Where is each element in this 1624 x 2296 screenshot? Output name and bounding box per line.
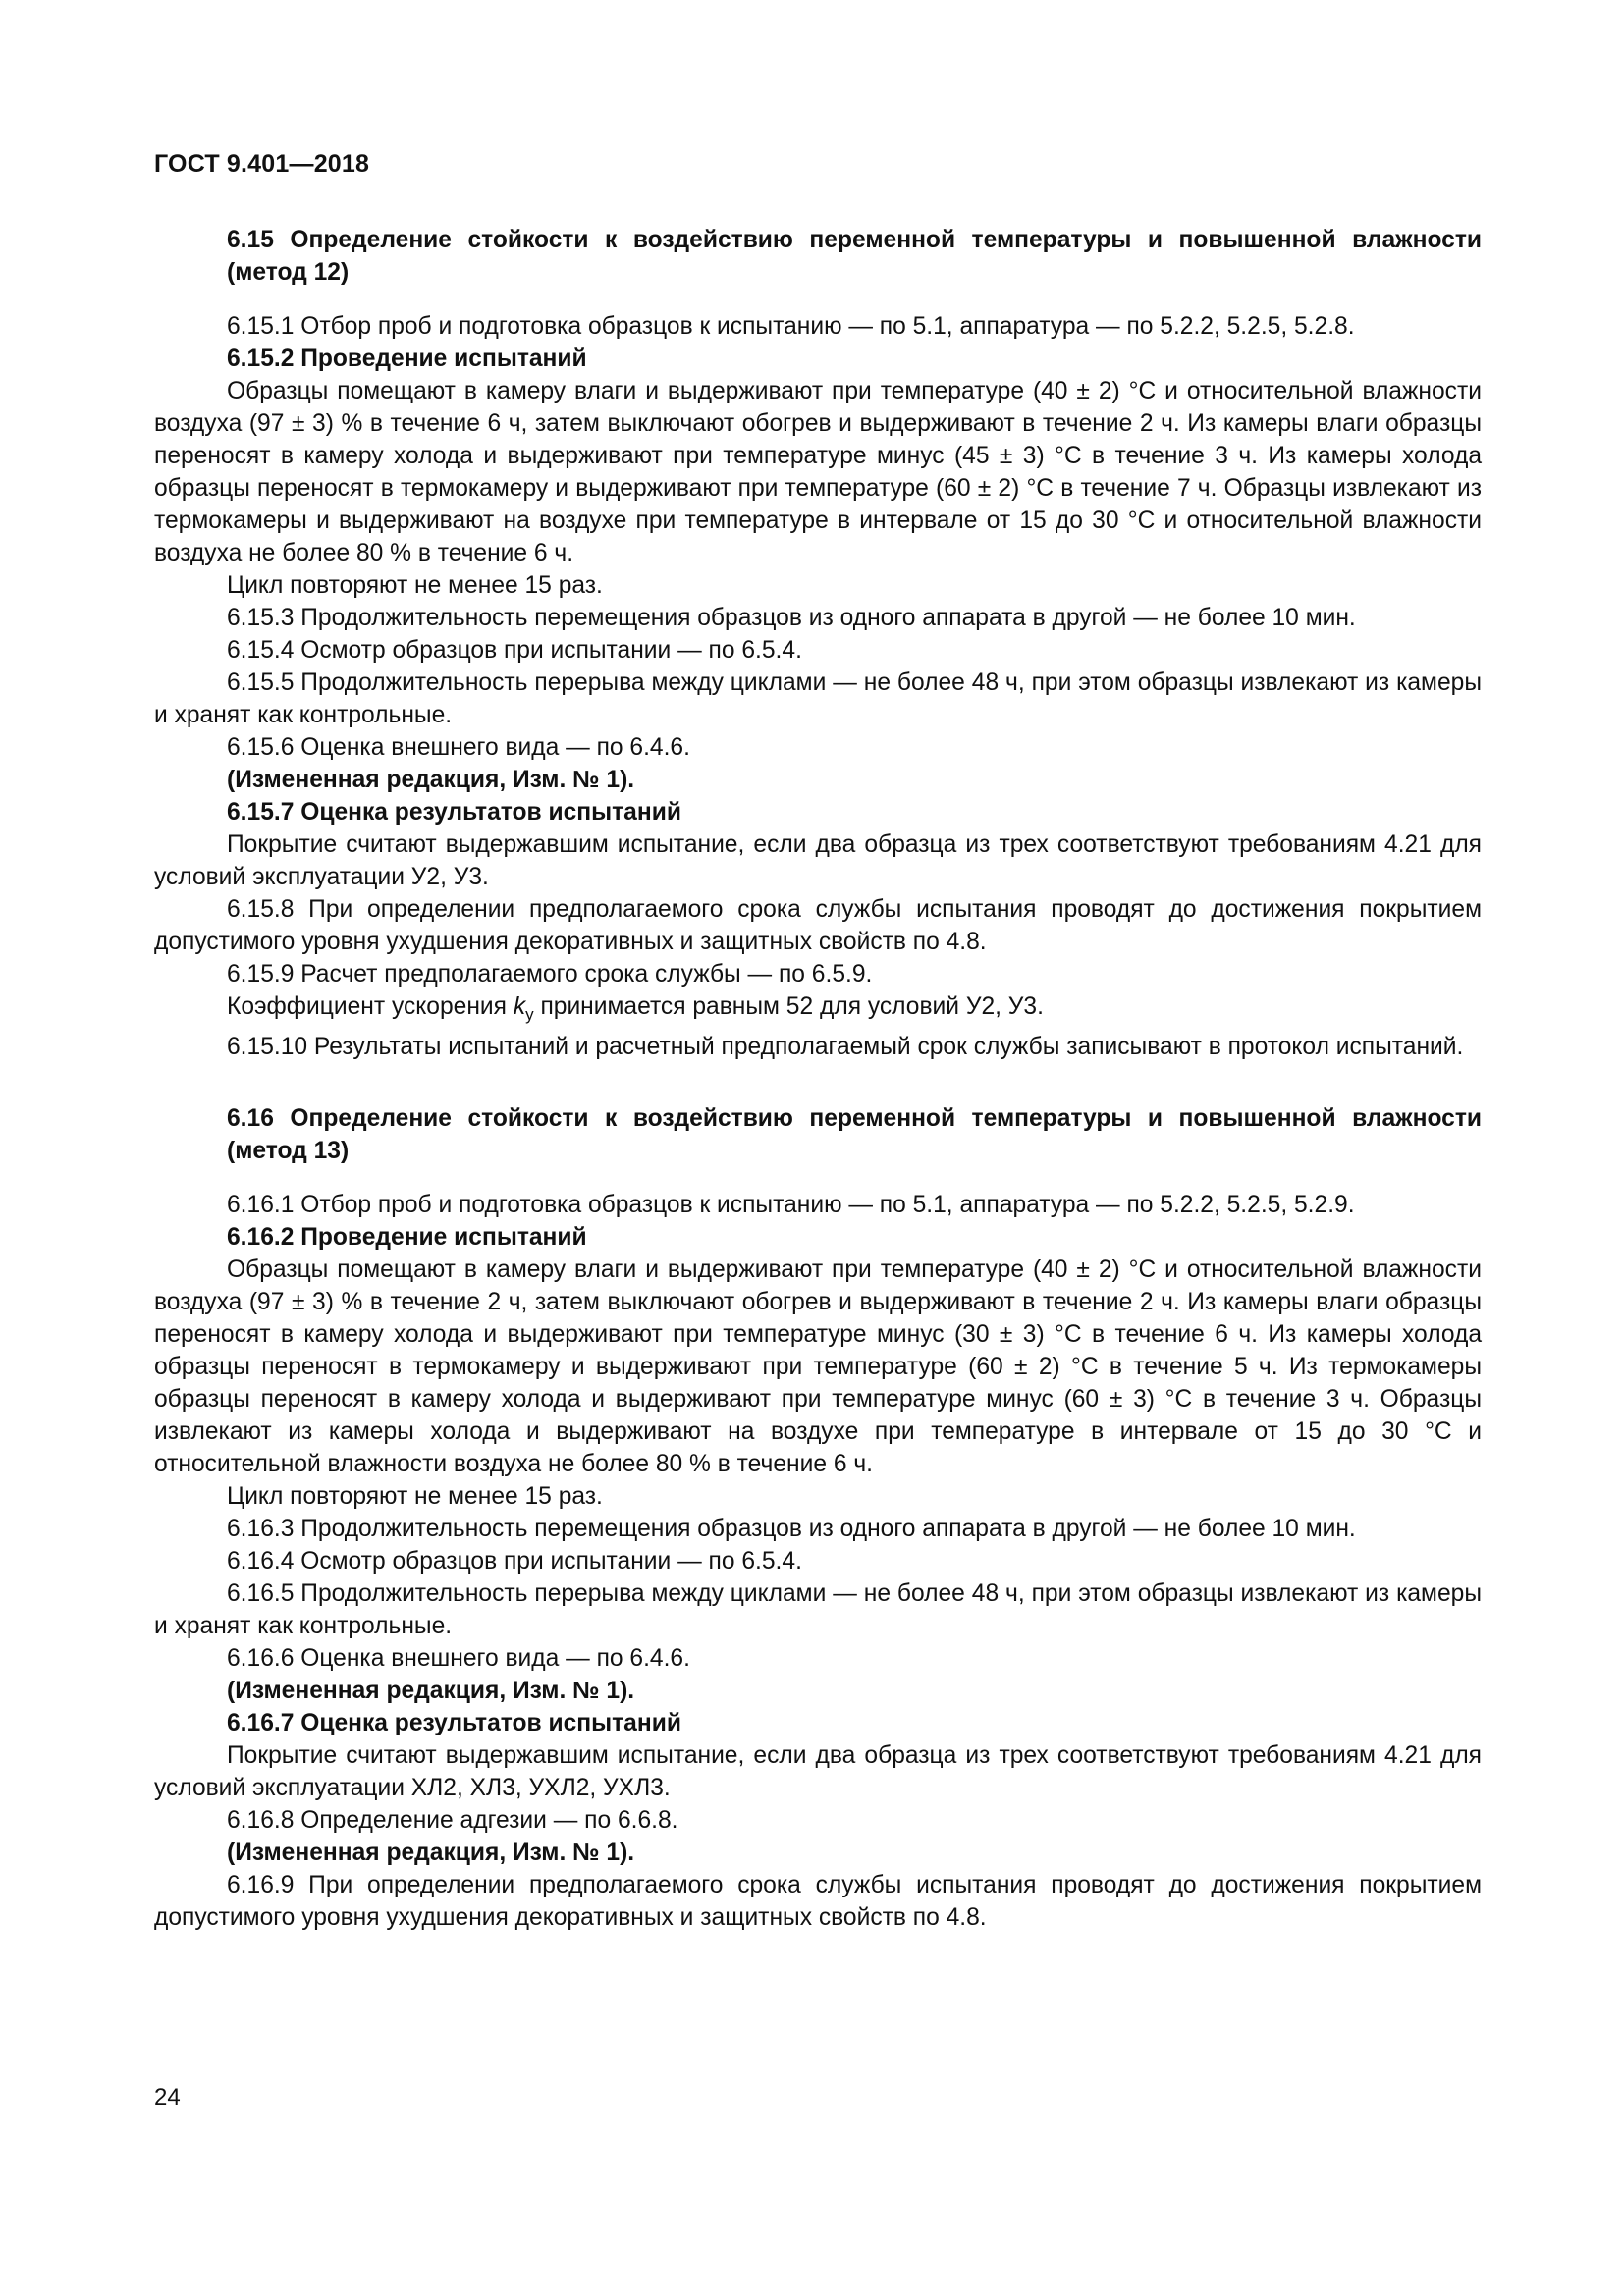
- standard-header: ГОСТ 9.401—2018: [154, 150, 370, 178]
- paragraph-6-15-7-body: Покрытие считают выдержавшим испытание, если два образца из трех соответствуют требованиям 4.21 для условий эксплуатации У2, У3.: [154, 831, 1482, 890]
- paragraph-6-15-3: 6.15.3 Продолжительность перемещения образцов из одного аппарата в другой — не более 10 мин.: [227, 605, 1356, 631]
- heading-6-15-2: 6.15.2 Проведение испытаний: [227, 346, 587, 372]
- coefficient-symbol: k: [513, 993, 526, 1020]
- amendment-note: (Измененная редакция, Изм. № 1).: [227, 1678, 635, 1704]
- section-6-15-title: 6.15 Определение стойкости к воздействию переменной температуры и повышенной влажности (метод 12): [227, 227, 1482, 286]
- paragraph-6-16-8: 6.16.8 Определение адгезии — по 6.6.8.: [227, 1807, 678, 1834]
- page-content: [154, 224, 1482, 1934]
- coefficient-text-before: Коэффициент ускорения: [227, 993, 514, 1020]
- page-number: 24: [154, 2084, 181, 2110]
- coefficient-subscript: у: [525, 1005, 534, 1024]
- paragraph-6-15-1: 6.15.1 Отбор проб и подготовка образцов к испытанию — по 5.1, аппаратура — по 5.2.2, 5.2.5, 5.2.8.: [227, 313, 1355, 340]
- paragraph-6-16-2-body: Образцы помещают в камеру влаги и выдерживают при температуре (40 ± 2) °С и относительной влажности воздуха (97 ± 3) % в течение 2 ч, затем выключают обогрев и выдерживают в течение 2 ч. Из камеры влаги образцы переносят в камеру холода и выдерживают при температуре минус (30 ± 3) °С в течение 6 ч. Из камеры холода образцы переносят в термокамеру и выдерживают при температуре (60 ± 2) °С в течение 5 ч. Из термокамеры образцы переносят в камеру холода и выдерживают при температуре минус (60 ± 3) °С в течение 3 ч. Образцы извлекают из камеры холода и выдерживают на воздухе при температуре в интервале от 15 до 30 °С и относительной влажности воздуха не более 80 % в течение 6 ч.: [154, 1256, 1482, 1477]
- heading-6-15-7: 6.15.7 Оценка результатов испытаний: [227, 799, 681, 826]
- paragraph-6-15-5: 6.15.5 Продолжительность перерыва между циклами — не более 48 ч, при этом образцы извлекают из камеры и хранят как контрольные.: [154, 669, 1482, 728]
- paragraph-cycle-repeat: Цикл повторяют не менее 15 раз.: [227, 572, 603, 599]
- paragraph-cycle-repeat: Цикл повторяют не менее 15 раз.: [227, 1483, 603, 1510]
- paragraph-6-15-8: 6.15.8 При определении предполагаемого срока службы испытания проводят до достижения покрытием допустимого уровня ухудшения декоративных и защитных свойств по 4.8.: [154, 896, 1482, 955]
- paragraph-6-16-7-body: Покрытие считают выдержавшим испытание, если два образца из трех соответствуют требованиям 4.21 для условий эксплуатации ХЛ2, ХЛ3, УХЛ2, УХЛ3.: [154, 1742, 1482, 1801]
- paragraph-6-15-10: 6.15.10 Результаты испытаний и расчетный предполагаемый срок службы записывают в протокол испытаний.: [227, 1034, 1464, 1060]
- coefficient-text-after: принимается равным 52 для условий У2, У3.: [533, 993, 1044, 1020]
- amendment-note: (Измененная редакция, Изм. № 1).: [227, 767, 635, 793]
- heading-6-16-2: 6.16.2 Проведение испытаний: [227, 1224, 587, 1251]
- paragraph-6-16-4: 6.16.4 Осмотр образцов при испытании — по 6.5.4.: [227, 1548, 802, 1575]
- paragraph-6-15-9: 6.15.9 Расчет предполагаемого срока службы — по 6.5.9.: [227, 961, 873, 988]
- paragraph-6-16-6: 6.16.6 Оценка внешнего вида — по 6.4.6.: [227, 1645, 690, 1672]
- paragraph-6-16-3: 6.16.3 Продолжительность перемещения образцов из одного аппарата в другой — не более 10 мин.: [227, 1516, 1356, 1542]
- paragraph-6-16-5: 6.16.5 Продолжительность перерыва между циклами — не более 48 ч, при этом образцы извлекают из камеры и хранят как контрольные.: [154, 1580, 1482, 1639]
- paragraph-6-16-1: 6.16.1 Отбор проб и подготовка образцов к испытанию — по 5.1, аппаратура — по 5.2.2, 5.2.5, 5.2.9.: [227, 1192, 1355, 1218]
- paragraph-acceleration-coefficient: [154, 990, 1482, 1031]
- section-6-16-title: 6.16 Определение стойкости к воздействию переменной температуры и повышенной влажности (метод 13): [227, 1105, 1482, 1164]
- heading-6-16-7: 6.16.7 Оценка результатов испытаний: [227, 1710, 681, 1736]
- paragraph-6-15-6: 6.15.6 Оценка внешнего вида — по 6.4.6.: [227, 734, 690, 761]
- paragraph-6-15-2-body: Образцы помещают в камеру влаги и выдерживают при температуре (40 ± 2) °С и относительной влажности воздуха (97 ± 3) % в течение 6 ч, затем выключают обогрев и выдерживают в течение 2 ч. Из камеры влаги образцы переносят в камеру холода и выдерживают при температуре минус (45 ± 3) °С в течение 3 ч. Из камеры холода образцы переносят в термокамеру и выдерживают при температуре (60 ± 2) °С в течение 7 ч. Образцы извлекают из термокамеры и выдерживают на воздухе при температуре в интервале от 15 до 30 °С и относительной влажности воздуха не более 80 % в течение 6 ч.: [154, 378, 1482, 566]
- paragraph-6-16-9: 6.16.9 При определении предполагаемого срока службы испытания проводят до достижения покрытием допустимого уровня ухудшения декоративных и защитных свойств по 4.8.: [154, 1872, 1482, 1931]
- amendment-note: (Измененная редакция, Изм. № 1).: [227, 1840, 635, 1866]
- paragraph-6-15-4: 6.15.4 Осмотр образцов при испытании — по 6.5.4.: [227, 637, 802, 664]
